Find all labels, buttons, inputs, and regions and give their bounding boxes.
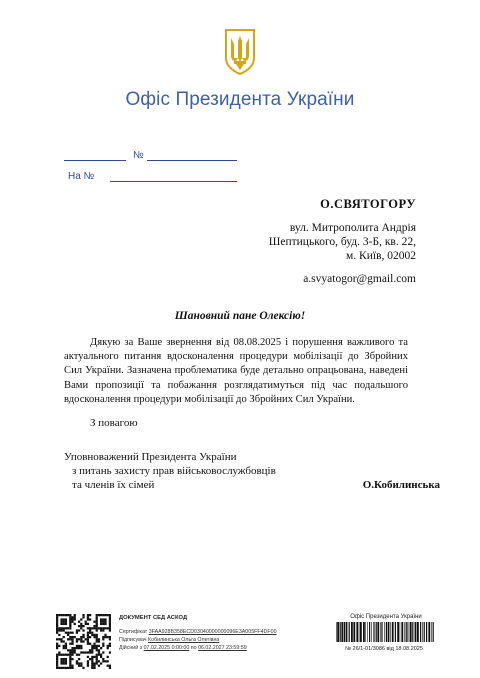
signer-position-line: та членів їх сімей: [72, 479, 155, 491]
valid-label: Дійсний з: [119, 645, 143, 651]
stamp-organization: Офіс Президента України: [350, 614, 422, 620]
signer-position-line: Уповноважений Президента України: [64, 451, 237, 463]
signer-name: О.Кобилинська: [362, 479, 440, 491]
signer-value: Кобилинська Ольга Олегівна: [148, 637, 220, 643]
closing: З повагою: [90, 417, 138, 429]
number-sign: №: [133, 150, 144, 161]
footer-signer: [119, 637, 219, 643]
outgoing-date-line: [64, 160, 126, 161]
addressee-email: a.svyatogor@gmail.com: [303, 273, 416, 285]
valid-to: 06.02.2027 23:59:59: [198, 645, 247, 651]
footer-validity: [119, 645, 247, 651]
signer-position-line: з питань захисту прав військовослужбовців: [72, 465, 276, 477]
salutation: Шановний пане Олексію!: [174, 310, 306, 322]
addressee-name: О.СВЯТОГОРУ: [320, 197, 416, 211]
outgoing-number-line: [147, 160, 237, 161]
footer-doc-title: ДОКУМЕНТ СЕД АСКОД: [119, 615, 188, 621]
letter-body: Дякую за Ваше звернення від 08.08.2025 і порушення важливого та актуального питання вдосконалення процедури мобілізації до Збройних Сил України. Зазначена проблематика буде детально опрацьована, наведені Вами пропозиції та побажання розглядатимуться під час подальшого вдосконалення процедури мобілізації до Збройних Сил України.: [64, 337, 408, 405]
stamp-registration: № 26/1-01/3086 від 18.08.2025: [345, 646, 423, 652]
organization-title: Офіс Президента України: [125, 89, 355, 110]
reply-to-label: На №: [68, 171, 95, 182]
addressee-address-line: м. Київ, 02002: [346, 250, 416, 262]
certificate-value: 3FAA928B358ECD03040000000096E3A005FF4DF00: [148, 629, 277, 635]
trident-emblem-icon: [223, 28, 257, 76]
certificate-label: Сертифікат: [119, 629, 148, 635]
signer-label: Підписувач: [119, 637, 147, 643]
footer-certificate: [119, 629, 277, 635]
reply-to-line: [110, 181, 237, 182]
barcode-icon: [336, 622, 436, 642]
addressee-address-line: вул. Митрополита Андрія: [289, 222, 416, 234]
qr-code-icon: [56, 614, 111, 669]
valid-from: 07.02.2025 0:00:00: [143, 645, 190, 651]
addressee-address-line: Шептицького, буд. 3-Б, кв. 22,: [268, 236, 416, 248]
valid-to-label: по: [190, 645, 197, 651]
